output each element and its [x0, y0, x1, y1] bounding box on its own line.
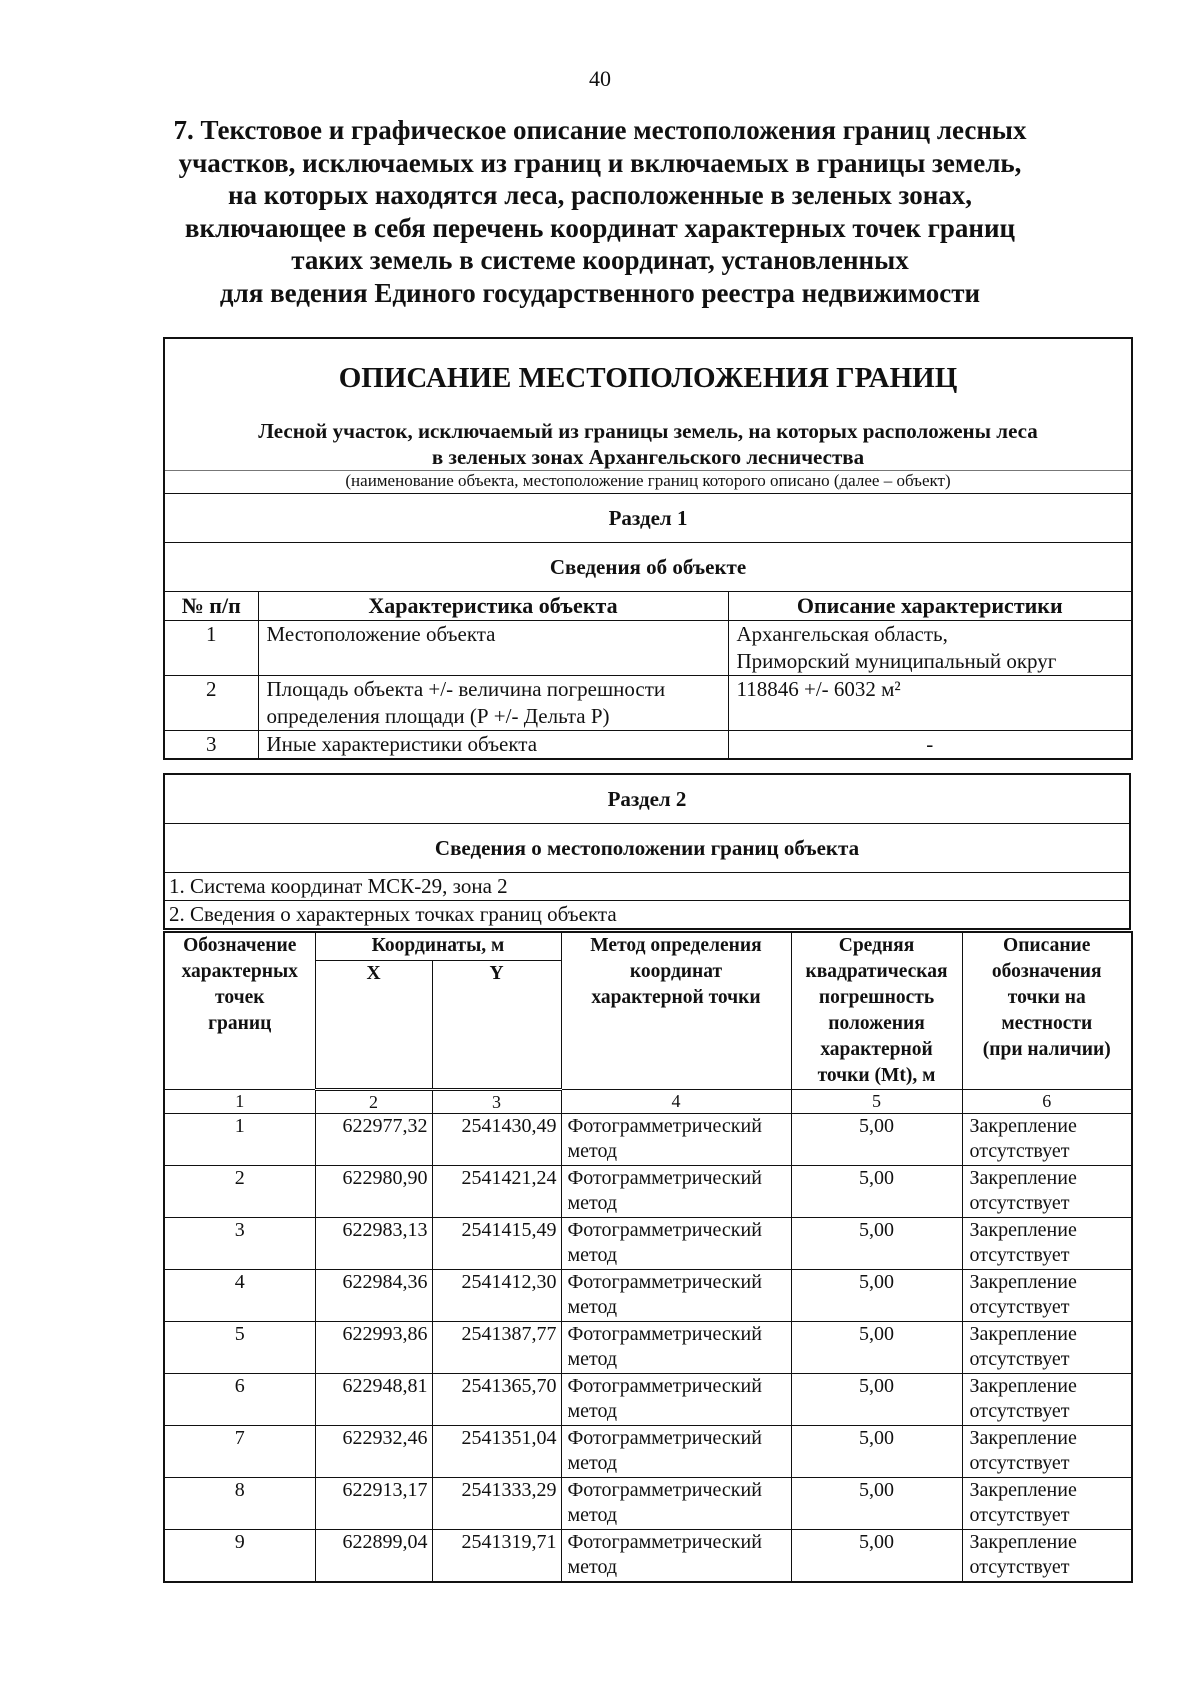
header-y: Y	[432, 960, 561, 1089]
header-line: положения	[828, 1013, 925, 1034]
point-id: 2	[164, 1166, 315, 1218]
header-line: Описание	[1003, 935, 1091, 956]
point-x: 622913,17	[315, 1478, 432, 1530]
point-id: 9	[164, 1530, 315, 1583]
point-id: 5	[164, 1322, 315, 1374]
point-y: 2541365,70	[432, 1374, 561, 1426]
column-number: 1	[164, 1090, 315, 1114]
section-2-label: Раздел 2	[164, 774, 1130, 824]
cell-line: Фотограмметрический	[567, 1531, 762, 1553]
point-mt: 5,00	[791, 1478, 962, 1530]
cell-line: Закрепление	[969, 1219, 1077, 1241]
header-line: координат	[629, 961, 723, 982]
cell-line: отсутствует	[969, 1400, 1070, 1422]
header-characteristic: Характеристика объекта	[258, 592, 728, 621]
row-characteristic	[258, 676, 728, 731]
heading-line: включающее в себя перечень координат характерных точек границ	[184, 212, 1016, 243]
point-y: 2541351,04	[432, 1426, 561, 1478]
point-y: 2541415,49	[432, 1218, 561, 1270]
row-characteristic	[258, 731, 728, 760]
point-mt: 5,00	[791, 1270, 962, 1322]
point-description	[962, 1270, 1132, 1322]
point-id: 8	[164, 1478, 315, 1530]
point-description	[962, 1374, 1132, 1426]
table-row	[164, 731, 1132, 760]
point-y: 2541387,77	[432, 1322, 561, 1374]
header-error	[791, 932, 962, 1090]
heading-line: 7. Текстовое и графическое описание местоположения границ лесных	[173, 115, 1027, 145]
point-method	[561, 1478, 791, 1530]
heading-line: для ведения Единого государственного реестра недвижимости	[219, 277, 981, 308]
cell-line: метод	[567, 1244, 618, 1266]
cell-line: Фотограмметрический	[567, 1167, 762, 1189]
column-number: 3	[432, 1090, 561, 1114]
point-id: 7	[164, 1426, 315, 1478]
table-row	[164, 1530, 1132, 1583]
cell-line: Архангельская область,	[736, 622, 948, 646]
cell-line: отсутствует	[969, 1452, 1070, 1474]
row-number: 2	[164, 676, 258, 731]
point-method	[561, 1322, 791, 1374]
cell-line: Фотограмметрический	[567, 1375, 762, 1397]
cell-line: метод	[567, 1192, 618, 1214]
table-row	[164, 1478, 1132, 1530]
header-line: характерной	[820, 1039, 933, 1060]
cell-line: метод	[567, 1504, 618, 1526]
column-numbers-row	[164, 1090, 1132, 1114]
column-number: 6	[962, 1090, 1132, 1114]
cell-line: -	[926, 732, 934, 756]
point-mt: 5,00	[791, 1374, 962, 1426]
point-y: 2541421,24	[432, 1166, 561, 1218]
cell-line: Фотограмметрический	[567, 1323, 762, 1345]
row-value	[728, 676, 1132, 731]
header-coordinates: Координаты, м	[315, 932, 561, 960]
cell-line: Местоположение объекта	[266, 622, 496, 646]
cell-line: Закрепление	[969, 1375, 1077, 1397]
header-line: границ	[208, 1013, 272, 1034]
cell-line: Приморский муниципальный округ	[736, 649, 1057, 673]
point-x: 622984,36	[315, 1270, 432, 1322]
point-x: 622977,32	[315, 1114, 432, 1166]
heading-line: участков, исключаемых из границ и включаемых в границы земель,	[178, 147, 1022, 178]
header-designation	[164, 932, 315, 1090]
header-line: точек	[215, 987, 265, 1008]
page-number: 40	[589, 66, 611, 91]
object-name	[164, 418, 1132, 471]
point-x: 622948,81	[315, 1374, 432, 1426]
table-row	[164, 1270, 1132, 1322]
column-number: 4	[561, 1090, 791, 1114]
header-x: X	[315, 960, 432, 1089]
point-y: 2541412,30	[432, 1270, 561, 1322]
cell-line: Закрепление	[969, 1167, 1077, 1189]
header-line: квадратическая	[805, 961, 948, 982]
row-value	[728, 621, 1132, 676]
point-id: 3	[164, 1218, 315, 1270]
header-line: обозначения	[991, 961, 1102, 982]
point-y: 2541430,49	[432, 1114, 561, 1166]
cell-line: Закрепление	[969, 1479, 1077, 1501]
header-line: точки (Mt), м	[817, 1065, 936, 1086]
description-title: ОПИСАНИЕ МЕСТОПОЛОЖЕНИЯ ГРАНИЦ	[164, 338, 1132, 418]
header-line: (при наличии)	[982, 1039, 1111, 1060]
point-x: 622899,04	[315, 1530, 432, 1583]
table-row	[164, 676, 1132, 731]
cell-line: Фотограмметрический	[567, 1479, 762, 1501]
row-number: 3	[164, 731, 258, 760]
cell-line: отсутствует	[969, 1296, 1070, 1318]
heading-line: на которых находятся леса, расположенные в зеленых зонах,	[227, 180, 973, 210]
table-row	[164, 1218, 1132, 1270]
cell-line: метод	[567, 1452, 618, 1474]
cell-line: Фотограмметрический	[567, 1271, 762, 1293]
header-num: № п/п	[164, 592, 258, 621]
header-line: Метод определения	[590, 935, 762, 956]
point-method	[561, 1374, 791, 1426]
header-line: характерной точки	[591, 987, 761, 1008]
point-method	[561, 1270, 791, 1322]
header-line: Обозначение	[183, 935, 297, 956]
cell-line: отсутствует	[969, 1348, 1070, 1370]
point-mt: 5,00	[791, 1114, 962, 1166]
cell-line: Фотограмметрический	[567, 1219, 762, 1241]
cell-line: Закрепление	[969, 1323, 1077, 1345]
header-line: местности	[1001, 1013, 1093, 1034]
cell-line: Фотограмметрический	[567, 1427, 762, 1449]
header-line: Средняя	[838, 935, 915, 956]
cell-line: отсутствует	[969, 1192, 1070, 1214]
cell-line: метод	[567, 1556, 618, 1578]
coordinate-system: 1. Система координат МСК-29, зона 2	[164, 873, 1130, 901]
point-y: 2541319,71	[432, 1530, 561, 1583]
cell-line: отсутствует	[969, 1504, 1070, 1526]
point-method	[561, 1166, 791, 1218]
point-mt: 5,00	[791, 1530, 962, 1583]
object-name-line: в зеленых зонах Архангельского лесничества	[431, 445, 865, 469]
table-row	[164, 1166, 1132, 1218]
table-row	[164, 1374, 1132, 1426]
header-point-description	[962, 932, 1132, 1090]
cell-line: Закрепление	[969, 1427, 1077, 1449]
point-mt: 5,00	[791, 1322, 962, 1374]
point-description	[962, 1114, 1132, 1166]
row-number: 1	[164, 621, 258, 676]
point-method	[561, 1114, 791, 1166]
section-2-title: Сведения о местоположении границ объекта	[164, 824, 1130, 873]
cell-line: отсутствует	[969, 1556, 1070, 1578]
document-heading	[150, 114, 1050, 309]
object-caption: (наименование объекта, местоположение границ которого описано (далее – объект)	[164, 471, 1132, 494]
point-x: 622993,86	[315, 1322, 432, 1374]
table-row	[164, 1114, 1132, 1166]
location-info-table	[163, 773, 1131, 930]
point-mt: 5,00	[791, 1426, 962, 1478]
header-line: погрешность	[818, 987, 935, 1008]
cell-line: метод	[567, 1140, 618, 1162]
point-mt: 5,00	[791, 1218, 962, 1270]
header-method	[561, 932, 791, 1090]
cell-line: Закрепление	[969, 1271, 1077, 1293]
row-value	[728, 731, 1132, 760]
point-method	[561, 1530, 791, 1583]
section-1-title: Сведения об объекте	[164, 543, 1132, 592]
header-line: характерных	[181, 961, 298, 982]
table-row	[164, 1426, 1132, 1478]
cell-line: определения площади (Р +/- Дельта Р)	[266, 704, 610, 728]
point-id: 1	[164, 1114, 315, 1166]
heading-line: таких земель в системе координат, установленных	[291, 245, 909, 275]
cell-line: Иные характеристики объекта	[266, 732, 538, 756]
object-info-table	[163, 337, 1133, 760]
section-1-label: Раздел 1	[164, 494, 1132, 543]
header-description: Описание характеристики	[728, 592, 1132, 621]
point-description	[962, 1478, 1132, 1530]
points-title: 2. Сведения о характерных точках границ объекта	[164, 901, 1130, 930]
coordinates-table	[163, 931, 1133, 1583]
point-description	[962, 1530, 1132, 1583]
point-description	[962, 1426, 1132, 1478]
table-row	[164, 621, 1132, 676]
cell-line: Площадь объекта +/- величина погрешности	[266, 677, 666, 701]
cell-line: Закрепление	[969, 1531, 1077, 1553]
column-number: 5	[791, 1090, 962, 1114]
point-x: 622932,46	[315, 1426, 432, 1478]
cell-line: Фотограмметрический	[567, 1115, 762, 1137]
point-description	[962, 1322, 1132, 1374]
point-method	[561, 1426, 791, 1478]
cell-line: Закрепление	[969, 1115, 1077, 1137]
point-id: 4	[164, 1270, 315, 1322]
point-description	[962, 1166, 1132, 1218]
column-number: 2	[315, 1090, 432, 1114]
point-mt: 5,00	[791, 1166, 962, 1218]
cell-line: метод	[567, 1348, 618, 1370]
point-description	[962, 1218, 1132, 1270]
cell-line: 118846 +/- 6032 м²	[736, 677, 901, 701]
cell-line: метод	[567, 1296, 618, 1318]
table-row	[164, 1322, 1132, 1374]
point-id: 6	[164, 1374, 315, 1426]
cell-line: метод	[567, 1400, 618, 1422]
point-method	[561, 1218, 791, 1270]
point-y: 2541333,29	[432, 1478, 561, 1530]
object-name-line: Лесной участок, исключаемый из границы земель, на которых расположены леса	[258, 419, 1038, 443]
cell-line: отсутствует	[969, 1140, 1070, 1162]
row-characteristic	[258, 621, 728, 676]
header-line: точки на	[1007, 987, 1086, 1008]
point-x: 622980,90	[315, 1166, 432, 1218]
point-x: 622983,13	[315, 1218, 432, 1270]
cell-line: отсутствует	[969, 1244, 1070, 1266]
